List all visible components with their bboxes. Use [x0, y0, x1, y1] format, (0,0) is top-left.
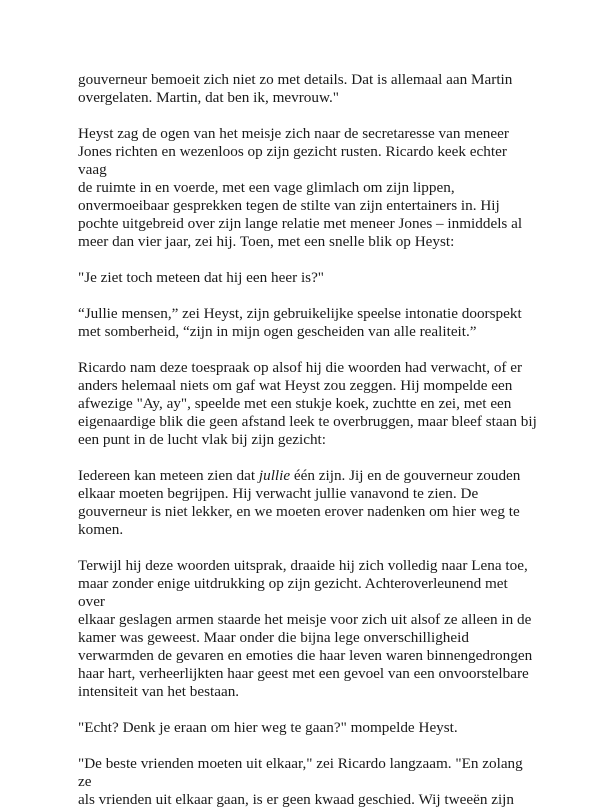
- text-line: de ruimte in en voerde, met een vage glimlach om zijn lippen,: [78, 179, 455, 196]
- text-line: elkaar geslagen armen staarde het meisje voor zich uit alsof ze alleen in de: [78, 611, 532, 628]
- text-line: als vrienden uit elkaar gaan, is er geen kwaad geschied. Wij tweeën zijn: [78, 791, 514, 808]
- text-line: "Je ziet toch meteen dat hij een heer is?": [78, 269, 325, 286]
- text-line: komen.: [78, 521, 124, 538]
- text-line: meer dan vier jaar, zei hij. Toen, met een snelle blik op Heyst:: [78, 233, 455, 250]
- text-line: maar zonder enige uitdrukking op zijn gezicht. Achteroverleunend met over: [78, 575, 508, 610]
- text-line: Ricardo nam deze toespraak op alsof hij die woorden had verwacht, of er: [78, 359, 523, 376]
- paragraph-5: [78, 359, 538, 449]
- paragraph-2: [78, 125, 538, 251]
- text-run: Iedereen kan meteen zien dat: [78, 467, 259, 484]
- paragraph-9: [78, 755, 538, 809]
- text-line: Heyst zag de ogen van het meisje zich naar de secretaresse van meneer: [78, 125, 509, 142]
- text-line: pochte uitgebreid over zijn lange relatie met meneer Jones – inmiddels al: [78, 215, 523, 232]
- paragraph-4: [78, 305, 538, 341]
- text-line: verwarmden de gevaren en emoties die haar leven waren binnengedrongen: [78, 647, 533, 664]
- document-page: [78, 71, 538, 809]
- emphasis-text: jullie: [258, 467, 291, 484]
- paragraph-7: [78, 557, 538, 701]
- text-line: intensiteit van het bestaan.: [78, 683, 240, 700]
- text-line: gouverneur is niet lekker, en we moeten erover nadenken om hier weg te: [78, 503, 520, 520]
- text-line: "Echt? Denk je eraan om hier weg te gaan?" mompelde Heyst.: [78, 719, 458, 736]
- text-line: overgelaten. Martin, dat ben ik, mevrouw.": [78, 89, 339, 106]
- text-line: afwezige "Ay, ay", speelde met een stukje koek, zuchtte en zei, met een: [78, 395, 512, 412]
- text-line: Jones richten en wezenloos op zijn gezicht rusten. Ricardo keek echter vaag: [78, 143, 507, 178]
- text-line: haar hart, verheerlijkten haar geest met een gevoel van een onvoorstelbare: [78, 665, 529, 682]
- text-line: gouverneur bemoeit zich niet zo met details. Dat is allemaal aan Martin: [78, 71, 513, 88]
- text-line: anders helemaal niets om gaf wat Heyst zou zeggen. Hij mompelde een: [78, 377, 513, 394]
- paragraph-3: [78, 269, 538, 287]
- paragraph-6: [78, 467, 538, 539]
- text-line: elkaar moeten begrijpen. Hij verwacht jullie vanavond te zien. De: [78, 485, 479, 502]
- text-line: een punt in de lucht vlak bij zijn gezicht:: [78, 431, 326, 448]
- text-line: eigenaardige blik die geen afstand leek te overbruggen, maar bleef staan bij: [78, 413, 537, 430]
- text-line: onvermoeibaar gesprekken tegen de stilte van zijn entertainers in. Hij: [78, 197, 500, 214]
- text-line: kamer was geweest. Maar onder die bijna lege onverschilligheid: [78, 629, 469, 646]
- text-line: Terwijl hij deze woorden uitsprak, draaide hij zich volledig naar Lena toe,: [78, 557, 528, 574]
- text-line: “Jullie mensen,” zei Heyst, zijn gebruikelijke speelse intonatie doorspekt: [78, 305, 522, 322]
- paragraph-1: [78, 71, 538, 107]
- text-run: één zijn. Jij en de gouverneur zouden: [290, 467, 521, 484]
- text-line: met somberheid, “zijn in mijn ogen gescheiden van alle realiteit.”: [78, 323, 477, 340]
- text-line: "De beste vrienden moeten uit elkaar," zei Ricardo langzaam. "En zolang ze: [78, 755, 523, 790]
- text-line: [78, 467, 520, 484]
- paragraph-8: [78, 719, 538, 737]
